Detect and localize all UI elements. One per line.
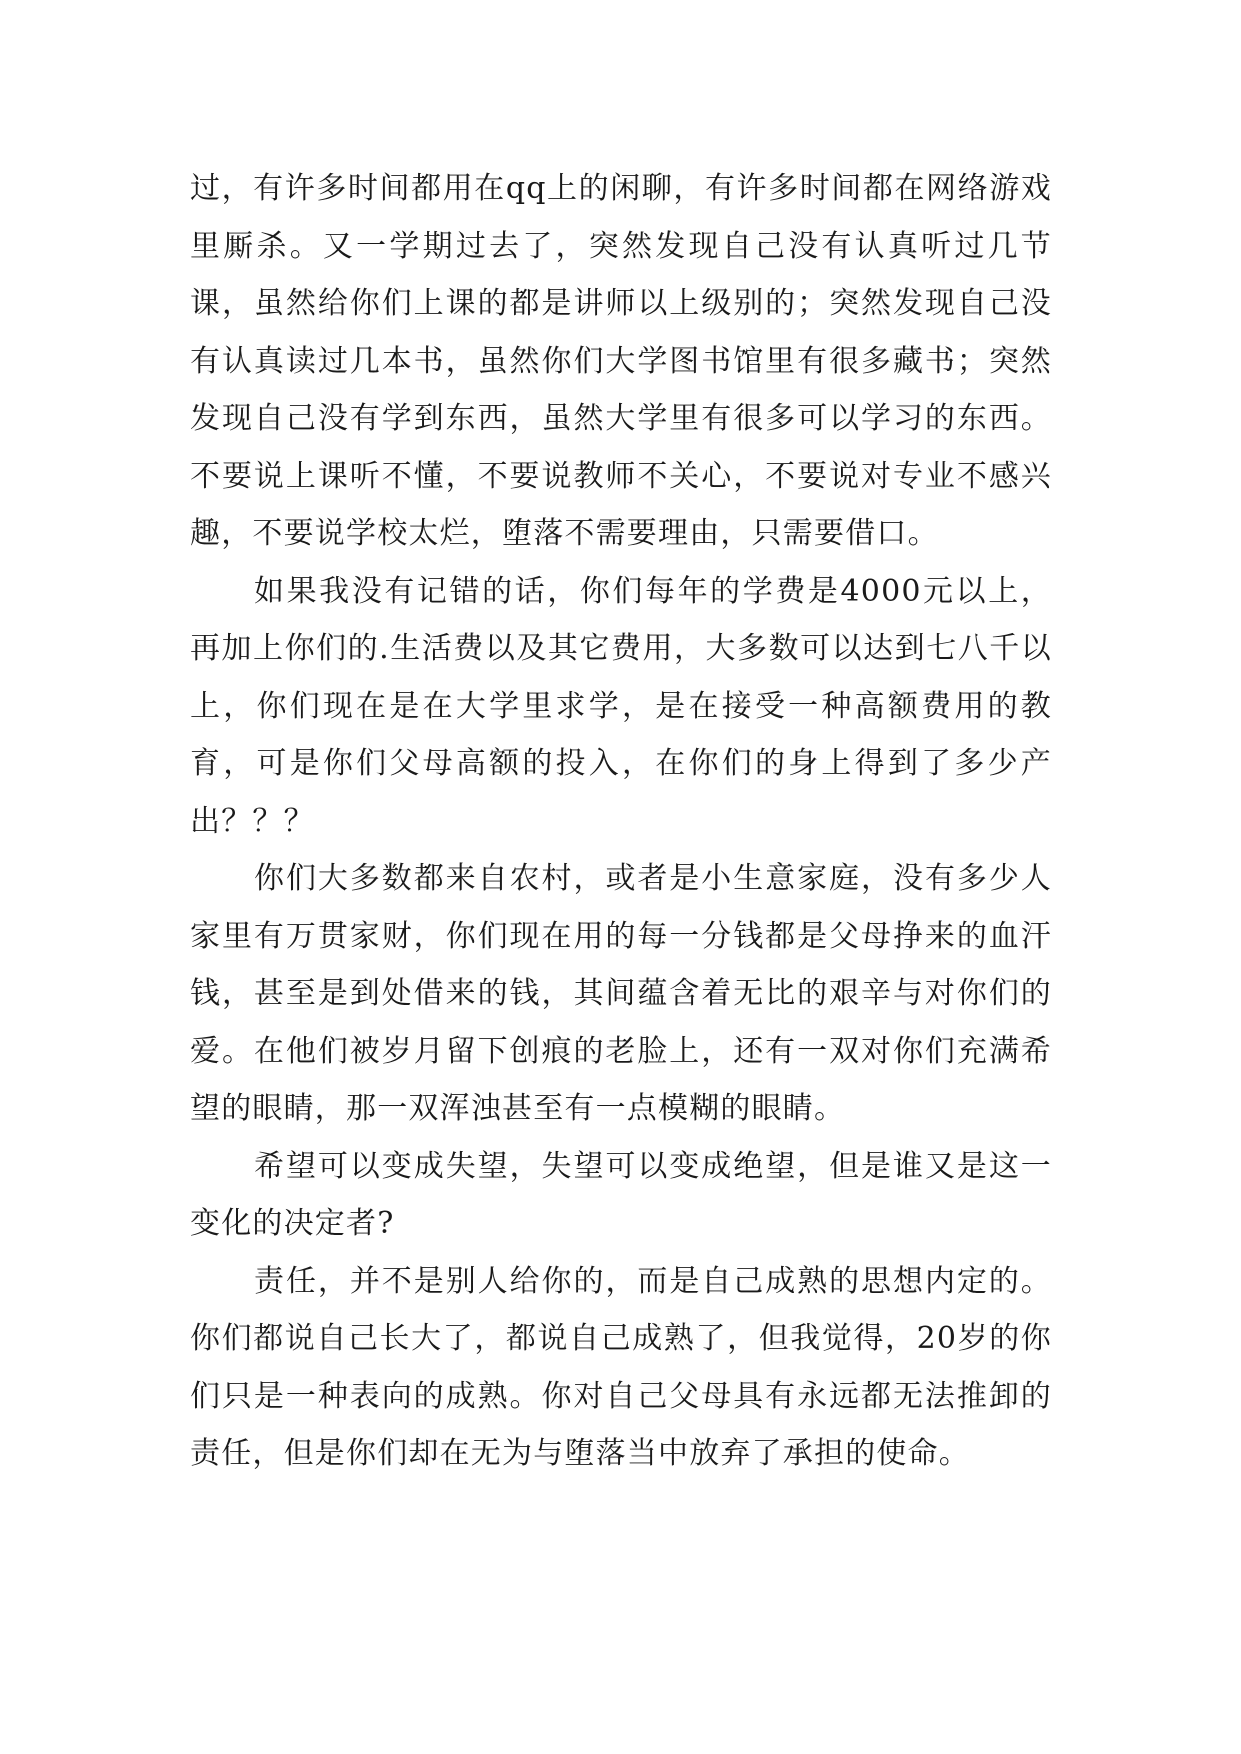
paragraph-1: 过，有许多时间都用在qq上的闲聊，有许多时间都在网络游戏里厮杀。又一学期过去了，突然发现自己没有认真听过几节课，虽然给你们上课的都是讲师以上级别的；突然发现自己没有认真读过几本书，虽然你们大学图书馆里有很多藏书；突然发现自己没有学到东西，虽然大学里有很多可以学习的东西。不要说上课听不懂，不要说教师不关心，不要说对专业不感兴趣，不要说学校太烂，堕落不需要理由，只需要借口。 (190, 171, 1052, 551)
paragraph-5: 责任，并不是别人给你的，而是自己成熟的思想内定的。你们都说自己长大了，都说自己成熟了，但我觉得，20岁的你们只是一种表向的成熟。你对自己父母具有永远都无法推卸的责任，但是你们却在无为与堕落当中放弃了承担的使命。 (190, 1263, 1052, 1471)
paragraph-3: 你们大多数都来自农村，或者是小生意家庭，没有多少人家里有万贯家财，你们现在用的每一分钱都是父母挣来的血汗钱，甚至是到处借来的钱，其间蕴含着无比的艰辛与对你们的爱。在他们被岁月留下创痕的老脸上，还有一双对你们充满希望的眼睛，那一双浑浊甚至有一点模糊的眼睛。 (190, 861, 1052, 1126)
paragraph-2: 如果我没有记错的话，你们每年的学费是4000元以上，再加上你们的.生活费以及其它费用，大多数可以达到七八千以上，你们现在是在大学里求学，是在接受一种高额费用的教育，可是你们父母高额的投入，在你们的身上得到了多少产出？？？ (190, 573, 1052, 839)
paragraph-4: 希望可以变成失望，失望可以变成绝望，但是谁又是这一变化的决定者? (190, 1148, 1052, 1241)
document-body (190, 160, 1052, 1483)
